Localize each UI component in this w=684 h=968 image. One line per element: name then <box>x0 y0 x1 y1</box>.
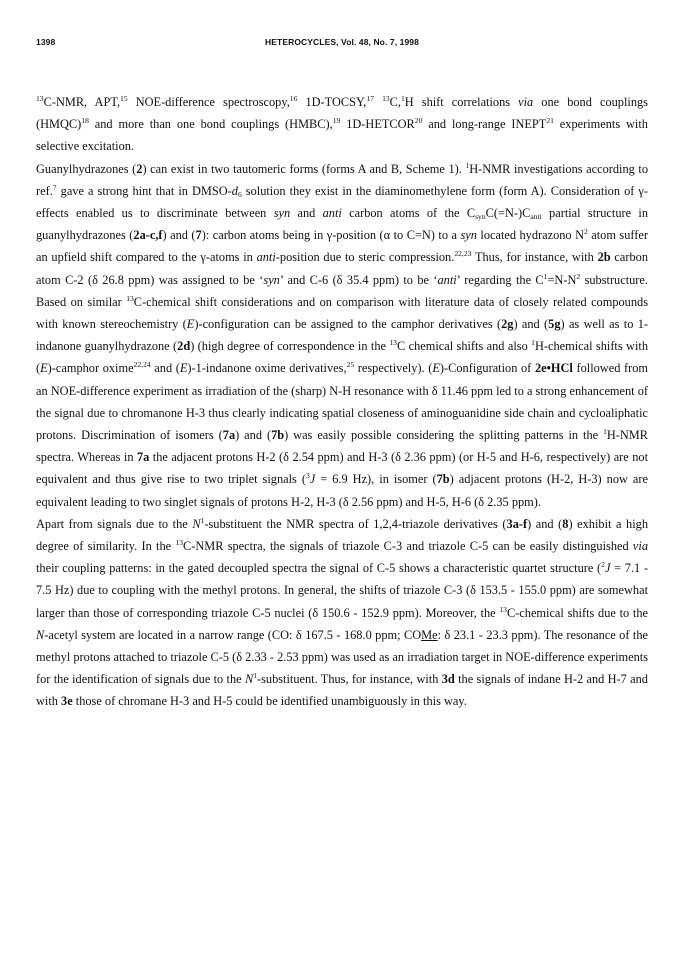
page-number: 1398 <box>36 37 56 47</box>
text-run-sup: 2 <box>576 271 581 281</box>
text-run-i: anti <box>256 250 276 265</box>
text-run-sup: 1 <box>465 160 470 170</box>
text-run-b: 3e <box>61 694 73 709</box>
text-run: ’ regarding the C <box>456 272 544 287</box>
text-run-sup: 18 <box>81 116 89 126</box>
text-run-b: 7a <box>136 450 150 465</box>
text-run-b: 7b <box>436 472 450 487</box>
text-run: C-chemical shift considerations and on comparison with literature data of closely related compounds with known stereochemistry ( <box>36 294 648 332</box>
text-run: solution they exist in the diaminomethylene form (form A). Consideration of γ-effects enabled us to discriminate between <box>36 183 648 221</box>
text-run: gave a strong hint that in DMSO- <box>56 183 232 198</box>
text-run-i: syn <box>273 206 291 221</box>
text-run: the adjacent protons H-2 (δ 2.54 ppm) and H-3 (δ 2.36 ppm) (or H-5 and H-6, respectively) are not equivalent and thus give rise to two triplet signals ( <box>36 450 648 487</box>
text-run-sup: 13 <box>382 94 390 103</box>
text-run-b: 2e•HCl <box>534 361 573 376</box>
text-run: H-NMR spectra. Whereas in <box>36 428 649 465</box>
text-run-sup: 13 <box>389 338 397 348</box>
text-run: NOE-difference spectroscopy, <box>127 95 290 109</box>
text-run-u: Me <box>421 627 438 642</box>
text-run: ) and ( <box>527 516 563 531</box>
text-run: ) (high degree of correspondence in the <box>190 339 390 354</box>
text-run: ) was easily possible considering the splitting patterns in the <box>284 428 604 443</box>
text-run-sup: 21 <box>546 116 554 126</box>
text-run-b: 2b <box>597 250 611 265</box>
text-run-i: syn <box>263 272 280 287</box>
text-run <box>374 95 382 109</box>
text-run-sub: anti <box>530 212 542 222</box>
text-run: ): carbon atoms being in γ-position (α to C=N) to a <box>201 228 461 243</box>
text-run: Thus, for instance, with <box>471 250 598 265</box>
text-run-sup: 1 <box>253 671 257 681</box>
text-run-sup: 1 <box>543 271 548 281</box>
text-run-sup: 22,23 <box>454 249 472 259</box>
text-run: and long-range INEPT <box>422 117 547 132</box>
text-run: ) adjacent protons (H-2, H-3) now are equivalent leading to two singlet signals of protons H-2, H-3 (δ 2.56 ppm) and H-5, H-6 (δ 2.35 ppm). <box>36 472 648 509</box>
text-run-sup: 13 <box>126 293 134 303</box>
text-run: H-NMR investigations according to ref. <box>36 161 648 198</box>
text-run: ) can exist in two tautomeric forms (forms A and B, Scheme 1). <box>142 161 466 176</box>
text-run-i: anti <box>322 206 342 221</box>
paragraph-triazoles <box>36 513 648 713</box>
text-run: and more than one bond couplings (HMBC), <box>88 117 333 132</box>
text-run-i: J <box>604 561 611 576</box>
text-run: C-NMR, APT, <box>43 95 121 109</box>
text-run-sup: 20 <box>414 116 423 126</box>
text-run-b: 2a-c,f <box>133 228 163 243</box>
text-run: ) as well as to 1-indanone guanylhydrazone ( <box>36 317 648 354</box>
text-run: Guanylhydrazones ( <box>36 161 137 176</box>
text-run-i: d <box>231 183 238 198</box>
text-run-sub: syn <box>475 212 486 222</box>
text-run: ) and ( <box>513 317 549 332</box>
text-run: -position due to steric compression. <box>275 250 455 265</box>
text-run: located hydrazono N <box>476 228 584 243</box>
text-run: substructure. Based on similar <box>36 272 648 309</box>
text-run-i: E <box>186 317 195 332</box>
text-run: C chemical shifts and also <box>396 339 532 354</box>
text-run-i: via <box>518 95 534 109</box>
text-run-i: anti <box>437 272 457 287</box>
text-run-i: N <box>36 627 45 642</box>
text-run: -acetyl system are located in a narrow range (CO: δ 167.5 - 168.0 ppm; CO <box>44 627 422 642</box>
paragraph-techniques <box>36 91 648 158</box>
text-run-sub: 6 <box>237 189 242 199</box>
text-run: those of chromane H-3 and H-5 could be identified unambiguously in this way. <box>72 694 467 709</box>
text-run-sup: 13 <box>499 604 507 614</box>
text-run: = 7.1 - 7.5 Hz) due to coupling with the methyl protons. In general, the shifts of triazole C-3 (δ 153.5 - 155.0 ppm) are somewhat larger than those of corresponding triazole C-5 nuclei (δ 150.6 - 152.9 ppm). Moreover, the <box>36 561 648 620</box>
text-run: )-camphor oxime <box>47 361 134 376</box>
text-run: and <box>290 206 323 221</box>
text-run: =N-N <box>547 272 577 287</box>
text-run: -substituent the NMR spectra of 1,2,4-triazole derivatives ( <box>204 516 507 531</box>
text-run-sup: 7 <box>52 182 57 192</box>
text-run-sup: 25 <box>346 360 355 370</box>
text-run: )-1-indanone oxime derivatives, <box>187 361 347 376</box>
text-run-i: N <box>244 672 254 687</box>
text-run: their coupling patterns: in the gated decoupled spectra the signal of C-5 shows a characteristic quartet structure ( <box>36 561 602 576</box>
text-run: ) exhibit a high degree of similarity. In the <box>36 516 649 554</box>
text-run: Apart from signals due to the <box>36 516 193 531</box>
text-run-b: 7 <box>195 228 202 243</box>
text-run: ) and ( <box>235 428 272 443</box>
text-run-b: 8 <box>562 516 569 531</box>
text-run: the signals of indane H-2 and H-7 and with <box>36 672 648 709</box>
text-run-sup: 2 <box>584 227 588 237</box>
text-run: partial structure in guanylhydrazones ( <box>36 206 649 243</box>
text-run: )-Configuration of <box>439 361 535 376</box>
text-run-sup: 13 <box>175 538 183 548</box>
text-run: followed from an NOE-difference experiment as irradiation of the (sharp) N-H resonance with δ 11.46 ppm led to a strong enhancement of the signal due to chromanone H-3 thus clearly indicating spatial closeness of aminoguanidine side chain and cycloaliphatic protons. Discrimination of isomers ( <box>36 361 648 443</box>
text-run-sup: 3 <box>305 471 310 481</box>
text-run: experiments with selective excitation. <box>36 117 648 154</box>
text-run-sup: 13 <box>36 94 44 103</box>
text-run-sup: 15 <box>120 94 128 103</box>
text-run-b: 3d <box>441 672 455 687</box>
text-run: C, <box>389 95 401 109</box>
text-run: 1D-TOCSY, <box>297 95 367 109</box>
text-run: one bond couplings (HMQC) <box>36 95 648 132</box>
text-run-i: via <box>632 539 648 554</box>
text-run: -substituent. Thus, for instance, with <box>257 672 442 687</box>
text-run: ) and ( <box>162 228 196 243</box>
running-head <box>36 37 648 51</box>
text-run: = 6.9 Hz), in isomer ( <box>315 472 437 487</box>
body-text <box>36 91 648 713</box>
text-run: C-NMR spectra, the signals of triazole C-3 and triazole C-5 can be easily distinguished <box>182 539 633 554</box>
text-run-i: J <box>309 472 316 487</box>
text-run-sup: 1 <box>400 94 405 103</box>
text-run: : δ 23.1 - 23.3 ppm). The resonance of the methyl protons attached to triazole C-5 (δ 2.33 - 2.53 ppm) was used as an irradiation target in NOE-difference experiments for the identification of signals due to the <box>36 627 648 687</box>
text-run-b: 3a-f <box>506 516 528 531</box>
text-run-sup: 1 <box>531 338 535 348</box>
text-run-i: E <box>179 361 188 376</box>
text-run: atom suffer an upfield shift compared to the γ-atoms in <box>36 228 648 265</box>
text-run-b: 2d <box>177 339 191 354</box>
text-run-i: syn <box>460 228 477 243</box>
text-run: 1D-HETCOR <box>340 117 415 132</box>
text-run-b: 7b <box>271 428 285 443</box>
text-run-sup: 1 <box>200 515 205 525</box>
journal-title: HETEROCYCLES, Vol. 48, No. 7, 1998 <box>265 37 419 47</box>
text-run-b: 2 <box>136 161 143 176</box>
text-run: H shift correlations <box>404 95 519 109</box>
text-run: carbon atom C-2 (δ 26.8 ppm) was assigned to be ‘ <box>36 250 648 287</box>
text-run-b: 5g <box>548 317 561 332</box>
text-run-sup: 22,24 <box>133 360 151 370</box>
text-run-sup: 2 <box>601 560 605 570</box>
text-run: and ( <box>150 361 180 376</box>
text-run-b: 7a <box>222 428 236 443</box>
text-run: carbon atoms of the C <box>341 206 476 221</box>
text-run-sup: 17 <box>366 94 374 103</box>
text-run-sup: 16 <box>289 94 298 103</box>
text-run-sup: 1 <box>603 427 607 437</box>
paragraph-guanylhydrazones <box>36 158 648 513</box>
text-run: respectively). ( <box>354 361 433 376</box>
text-run: C(=N-)C <box>485 206 531 221</box>
text-run: H-chemical shifts with ( <box>36 339 648 376</box>
text-run: C-chemical shifts due to the <box>506 605 648 620</box>
text-run: ’ and C-6 (δ 35.4 ppm) to be ‘ <box>279 272 438 287</box>
text-run-i: E <box>432 361 440 376</box>
text-run: )-configuration can be assigned to the camphor derivatives ( <box>194 317 502 332</box>
text-run-i: E <box>40 361 48 376</box>
text-run-sup: 19 <box>332 116 341 126</box>
text-run-i: N <box>192 516 201 531</box>
text-run-b: 2g <box>501 317 514 332</box>
